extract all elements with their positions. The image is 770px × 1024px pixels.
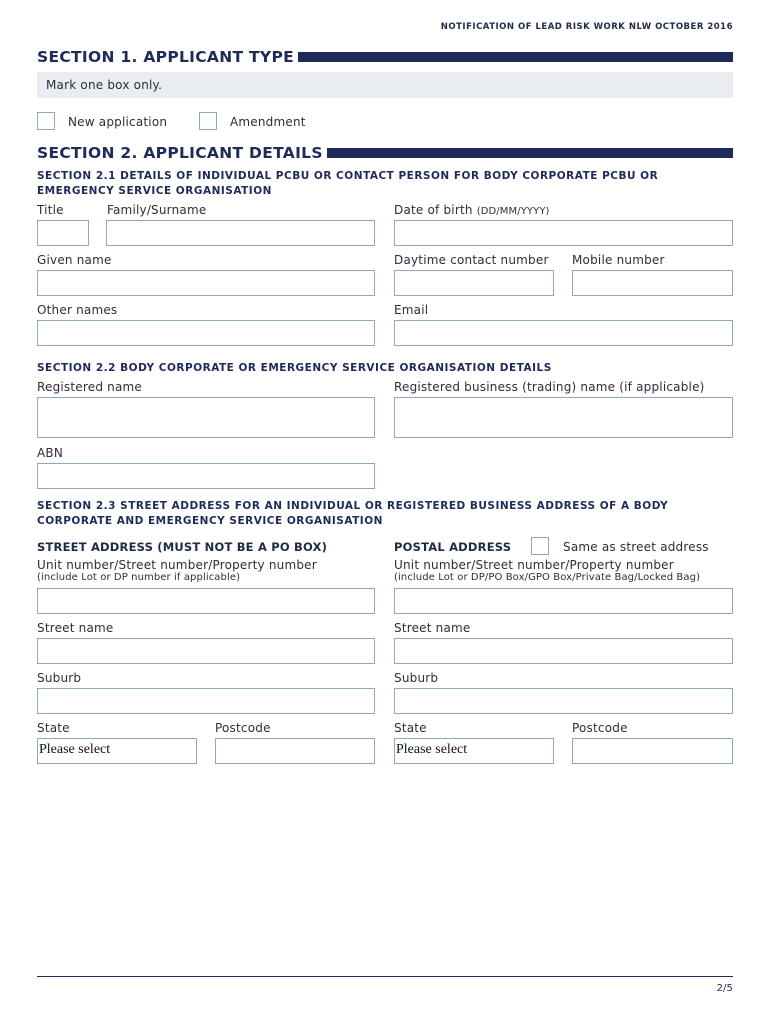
section-1-bar — [290, 52, 733, 62]
dob-input[interactable] — [394, 220, 733, 246]
mobile-number-label: Mobile number — [572, 253, 665, 267]
section-2-2-title: SECTION 2.2 BODY CORPORATE OR EMERGENCY SERVICE ORGANISATION DETAILS — [37, 362, 552, 374]
mobile-number-input[interactable] — [572, 270, 733, 296]
page-number: 2/5 — [716, 983, 733, 994]
postal-postcode-label: Postcode — [572, 721, 628, 735]
new-application-checkbox[interactable] — [37, 112, 55, 130]
business-name-input[interactable] — [394, 397, 733, 438]
street-name-label: Street name — [37, 621, 114, 635]
street-name-input[interactable] — [37, 638, 375, 664]
family-name-label: Family/Surname — [107, 203, 207, 217]
email-input[interactable] — [394, 320, 733, 346]
street-unit-input[interactable] — [37, 588, 375, 614]
registered-name-label: Registered name — [37, 380, 142, 394]
section-2-bar — [325, 148, 733, 158]
dob-label — [394, 203, 550, 217]
daytime-contact-label: Daytime contact number — [394, 253, 549, 267]
abn-input[interactable] — [37, 463, 375, 489]
street-address-heading: STREET ADDRESS (MUST NOT BE A PO BOX) — [37, 540, 328, 554]
email-label: Email — [394, 303, 429, 317]
amendment-label: Amendment — [230, 115, 306, 129]
postal-address-heading: POSTAL ADDRESS — [394, 540, 512, 554]
footer-rule — [37, 976, 733, 977]
state-select[interactable]: Please select — [37, 738, 197, 764]
street-unit-label: Unit number/Street number/Property number — [37, 558, 317, 572]
postal-postcode-input[interactable] — [572, 738, 733, 764]
postal-unit-label: Unit number/Street number/Property number — [394, 558, 674, 572]
postcode-input[interactable] — [215, 738, 375, 764]
daytime-contact-input[interactable] — [394, 270, 554, 296]
registered-name-input[interactable] — [37, 397, 375, 438]
postal-suburb-input[interactable] — [394, 688, 733, 714]
other-names-input[interactable] — [37, 320, 375, 346]
suburb-input[interactable] — [37, 688, 375, 714]
street-unit-hint: (include Lot or DP number if applicable) — [37, 572, 241, 583]
postal-street-name-input[interactable] — [394, 638, 733, 664]
postal-state-select[interactable]: Please select — [394, 738, 554, 764]
section-2-title: SECTION 2. APPLICANT DETAILS — [37, 144, 327, 162]
dob-label-text: Date of birth — [394, 203, 473, 217]
family-name-input[interactable] — [106, 220, 375, 246]
given-name-input[interactable] — [37, 270, 375, 296]
other-names-label: Other names — [37, 303, 118, 317]
business-name-label: Registered business (trading) name (if applicable) — [394, 380, 705, 394]
page-header: NOTIFICATION OF LEAD RISK WORK NLW OCTOBER 2016 — [440, 22, 733, 32]
title-input[interactable] — [37, 220, 89, 246]
abn-label: ABN — [37, 446, 64, 460]
new-application-label: New application — [68, 115, 168, 129]
dob-format-hint: (DD/MM/YYYY) — [476, 206, 550, 217]
postal-state-label: State — [394, 721, 427, 735]
section-2-1-title: SECTION 2.1 DETAILS OF INDIVIDUAL PCBU OR CONTACT PERSON FOR BODY CORPORATE PCBU OR EMERGENCY SERVICE ORGANISATION — [37, 170, 659, 197]
amendment-checkbox[interactable] — [199, 112, 217, 130]
postcode-label: Postcode — [215, 721, 271, 735]
instruction-text: Mark one box only. — [46, 78, 163, 92]
postal-unit-input[interactable] — [394, 588, 733, 614]
instruction-bar — [37, 72, 733, 98]
same-as-street-checkbox[interactable] — [531, 537, 549, 555]
state-label: State — [37, 721, 70, 735]
title-label: Title — [37, 203, 64, 217]
postal-street-name-label: Street name — [394, 621, 471, 635]
postal-unit-hint: (include Lot or DP/PO Box/GPO Box/Private Bag/Locked Bag) — [394, 572, 701, 583]
section-1-title: SECTION 1. APPLICANT TYPE — [37, 48, 298, 66]
suburb-label: Suburb — [37, 671, 82, 685]
given-name-label: Given name — [37, 253, 112, 267]
postal-suburb-label: Suburb — [394, 671, 439, 685]
section-2-3-title: SECTION 2.3 STREET ADDRESS FOR AN INDIVIDUAL OR REGISTERED BUSINESS ADDRESS OF A BODY CORPORATE AND EMERGENCY SERVICE ORGANISATION — [37, 500, 669, 527]
same-as-street-label: Same as street address — [563, 540, 709, 554]
